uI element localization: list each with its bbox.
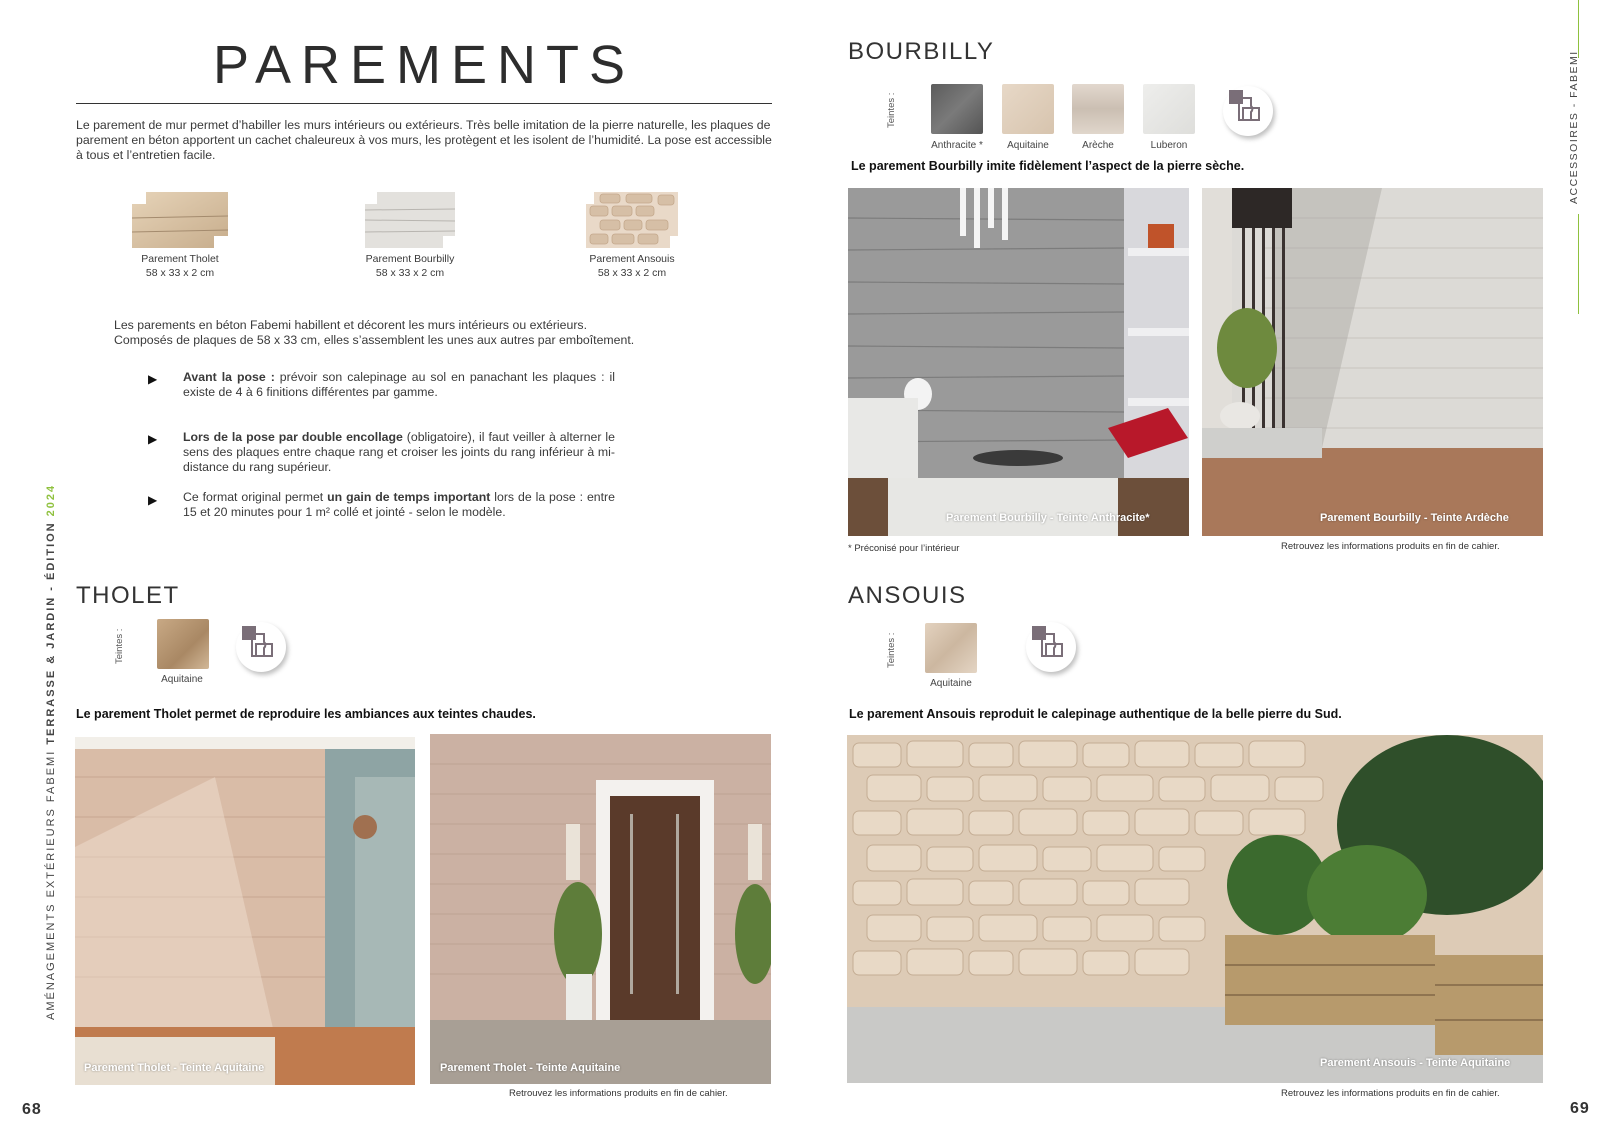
info-note: Retrouvez les informations produits en fin de cahier. bbox=[509, 1088, 728, 1099]
page-number-left: 68 bbox=[22, 1101, 42, 1118]
bullet-item bbox=[183, 490, 615, 520]
tint-swatch-areche bbox=[1072, 84, 1124, 134]
tint-label: Aquitaine bbox=[161, 674, 203, 685]
section-title-tholet: THOLET bbox=[76, 582, 180, 609]
side-running-title bbox=[45, 484, 57, 1020]
photo-ansouis bbox=[847, 735, 1543, 1083]
tint-swatch-aquitaine bbox=[157, 619, 209, 669]
photo-caption: Parement Ansouis - Teinte Aquitaine bbox=[1320, 1057, 1511, 1069]
bourbilly-description: Le parement Bourbilly imite fidèlement l’aspect de la pierre sèche. bbox=[851, 159, 1245, 173]
photo-caption: Parement Bourbilly - Teinte Ardèche bbox=[1320, 512, 1509, 524]
body-paragraph bbox=[114, 318, 734, 348]
bullet-text: prévoir son calepinage au sol en panachant les plaques : il existe de 4 à 6 finitions différentes par gamme. bbox=[183, 370, 615, 399]
side-running-title-right: ACCESSOIRES - FABEMI bbox=[1568, 50, 1580, 204]
bullet-bold: Avant la pose : bbox=[183, 370, 275, 384]
tint-label: Aquitaine bbox=[1007, 140, 1049, 151]
sample-size: 58 x 33 x 2 cm bbox=[375, 267, 445, 279]
photo-caption: Parement Tholet - Teinte Aquitaine bbox=[84, 1062, 265, 1074]
puzzle-icon bbox=[1223, 86, 1273, 136]
bullet-bold: Lors de la pose par double encollage bbox=[183, 430, 403, 444]
bullet-text: Ce format original permet bbox=[183, 490, 328, 504]
sample-name: Parement Bourbilly bbox=[365, 253, 455, 265]
page-title: PAREMENTS bbox=[212, 35, 636, 95]
sample-tholet bbox=[80, 192, 280, 280]
sample-name: Parement Ansouis bbox=[589, 253, 675, 265]
intro-text: Le parement de mur permet d’habiller les murs intérieurs ou extérieurs. Très belle imitation de la pierre naturelle, les plaques de parement en béton apportent un cachet chaleureux à vos murs, les protègent et les isolent de l’humidité. La pose est accessible à tous et l’entretien facile. bbox=[76, 118, 772, 162]
title-divider bbox=[76, 103, 772, 104]
tint-swatch-anthracite bbox=[931, 84, 983, 134]
ansouis-description: Le parement Ansouis reproduit le calepinage authentique de la belle pierre du Sud. bbox=[849, 707, 1342, 721]
paragraph-line-2: Composés de plaques de 58 x 33 cm, elles s’assemblent les unes aux autres par emboîtement. bbox=[114, 333, 635, 347]
tint-swatch-luberon bbox=[1143, 84, 1195, 134]
paragraph-line-1: Les parements en béton Fabemi habillent et décorent les murs intérieurs ou extérieurs. bbox=[114, 318, 587, 332]
teintes-label: Teintes : bbox=[114, 628, 125, 664]
side-text-year: 2024 bbox=[45, 483, 57, 517]
teintes-label: Teintes : bbox=[886, 92, 897, 128]
tint-label: Arèche bbox=[1082, 140, 1114, 151]
bullet-item bbox=[183, 370, 615, 400]
sample-bourbilly bbox=[310, 192, 510, 280]
puzzle-icon bbox=[1026, 622, 1076, 672]
info-note: Retrouvez les informations produits en fin de cahier. bbox=[1281, 1088, 1500, 1099]
sample-size: 58 x 33 x 2 cm bbox=[597, 267, 667, 279]
photo-caption: Parement Bourbilly - Teinte Anthracite* bbox=[946, 512, 1150, 524]
photo-tholet-interior bbox=[75, 737, 415, 1085]
photo-bourbilly-ardeche bbox=[1202, 188, 1543, 536]
side-text-regular: AMÉNAGEMENTS EXTÉRIEURS FABEMI bbox=[45, 744, 57, 1020]
tholet-sample-image bbox=[132, 192, 228, 248]
bullet-arrow-icon: ▶ bbox=[148, 493, 158, 507]
puzzle-icon bbox=[236, 622, 286, 672]
tint-label: Luberon bbox=[1150, 140, 1188, 151]
sample-name: Parement Tholet bbox=[141, 253, 219, 265]
tholet-description: Le parement Tholet permet de reproduire les ambiances aux teintes chaudes. bbox=[76, 707, 536, 721]
ansouis-sample-image bbox=[586, 192, 678, 248]
sample-ansouis bbox=[532, 192, 732, 280]
tint-swatch-aquitaine bbox=[1002, 84, 1054, 134]
info-note: Retrouvez les informations produits en fin de cahier. bbox=[1281, 541, 1500, 552]
footnote: * Préconisé pour l’intérieur bbox=[848, 543, 960, 554]
section-title-ansouis: ANSOUIS bbox=[848, 582, 967, 609]
bourbilly-sample-image bbox=[365, 192, 455, 248]
bullet-arrow-icon: ▶ bbox=[148, 372, 158, 386]
accent-line-top bbox=[1578, 0, 1579, 58]
teintes-label: Teintes : bbox=[886, 632, 897, 668]
bullet-text: (obligatoire), il faut veiller à alterner le sens des plaques entre chaque rang et croiser les joints du rang inférieur à mi-distance du rang supérieur. bbox=[183, 430, 615, 474]
photo-bourbilly-anthracite bbox=[848, 188, 1189, 536]
section-title-bourbilly: BOURBILLY bbox=[848, 38, 995, 65]
photo-caption: Parement Tholet - Teinte Aquitaine bbox=[440, 1062, 621, 1074]
bullet-bold: un gain de temps important bbox=[327, 490, 491, 504]
side-text-bold: TERRASSE & JARDIN - ÉDITION bbox=[45, 516, 57, 745]
tint-label: Aquitaine bbox=[930, 678, 972, 689]
page-number-right: 69 bbox=[1570, 1100, 1590, 1117]
photo-tholet-door bbox=[430, 734, 771, 1084]
bullet-item bbox=[183, 430, 615, 475]
tint-label: Anthracite * bbox=[931, 140, 983, 151]
accent-line-bottom bbox=[1578, 214, 1579, 314]
tint-swatch-aquitaine bbox=[925, 623, 977, 673]
sample-size: 58 x 33 x 2 cm bbox=[145, 267, 215, 279]
bullet-text: lors de la pose : entre 15 et 20 minutes pour 1 m² collé et jointé - selon le modèle. bbox=[183, 490, 615, 519]
bullet-arrow-icon: ▶ bbox=[148, 432, 158, 446]
